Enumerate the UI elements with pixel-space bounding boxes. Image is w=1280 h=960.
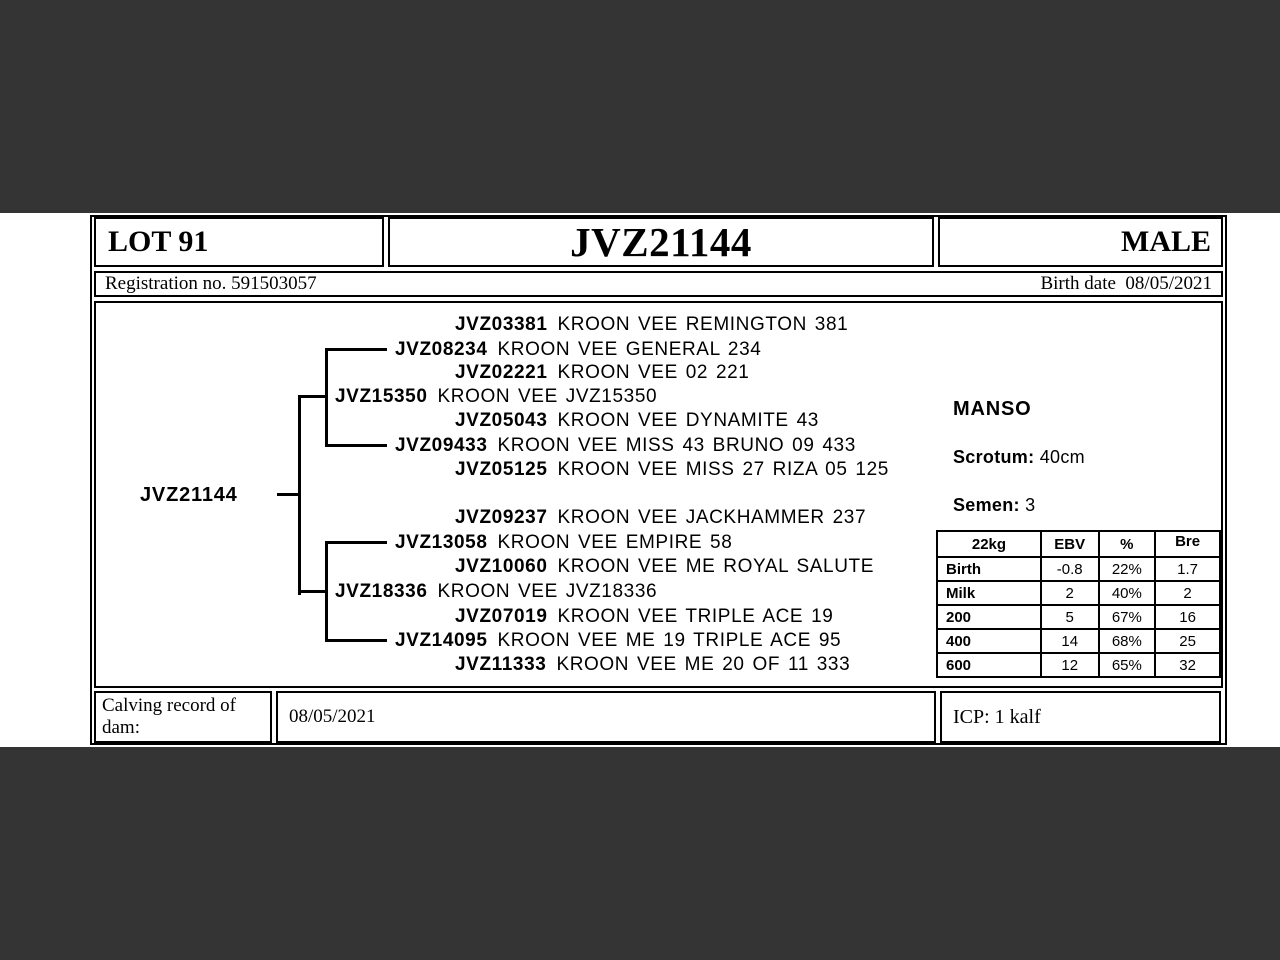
ebv-row-label: 600: [937, 653, 1041, 677]
ancestor-id: JVZ05125: [455, 459, 548, 480]
calving-record-date: 08/05/2021: [276, 691, 936, 743]
ancestor-name: KROON VEE JACKHAMMER 237: [557, 507, 867, 528]
ebv-accuracy: 22%: [1099, 557, 1156, 581]
ancestor-id: JVZ02221: [455, 362, 548, 383]
ebv-row-label: Milk: [937, 581, 1041, 605]
ebv-row: [937, 581, 1220, 605]
ancestor-id: JVZ09237: [455, 507, 548, 528]
ancestor-name: KROON VEE EMPIRE 58: [497, 532, 733, 553]
ebv-value: 14: [1041, 629, 1099, 653]
semen-label: Semen:: [953, 495, 1020, 515]
ancestor-id: JVZ03381: [455, 314, 548, 335]
ancestor-name: KROON VEE JVZ18336: [437, 581, 658, 602]
ancestor-id: JVZ05043: [455, 410, 548, 431]
birth-date: Birth date 08/05/2021: [1040, 273, 1212, 294]
ebv-header-cell: Bre: [1155, 531, 1220, 557]
ancestor-row: [455, 409, 819, 433]
top-dark-band: [0, 0, 1280, 213]
ebv-header-cell: 22kg: [937, 531, 1041, 557]
ancestor-name: KROON VEE MISS 27 RIZA 05 125: [557, 459, 889, 480]
ancestor-row: [335, 385, 657, 409]
catalog-card: [90, 215, 1227, 745]
ancestor-id: JVZ10060: [455, 556, 548, 577]
ancestor-row: [455, 653, 850, 677]
scrotum-label: Scrotum:: [953, 447, 1035, 467]
ancestor-id: JVZ18336: [335, 581, 428, 602]
bottom-dark-band: [0, 747, 1280, 960]
ancestor-id: JVZ15350: [335, 386, 428, 407]
animal-id-title: JVZ21144: [388, 217, 934, 267]
ebv-row: [937, 653, 1220, 677]
ebv-row: [937, 605, 1220, 629]
ancestor-id: JVZ13058: [395, 532, 488, 553]
tree-line: [325, 444, 387, 447]
ebv-row-label: 400: [937, 629, 1041, 653]
breed-name: MANSO: [953, 398, 1032, 420]
ebv-header-cell: %: [1099, 531, 1156, 557]
ebv-row: [937, 629, 1220, 653]
registration-number: Registration no. 591503057: [105, 273, 317, 294]
ancestor-row: [455, 605, 833, 629]
scrotum-line: [953, 444, 1085, 470]
pedigree-subject: JVZ21144: [140, 484, 238, 506]
ebv-accuracy: 65%: [1099, 653, 1156, 677]
ebv-value: 5: [1041, 605, 1099, 629]
ancestor-name: KROON VEE ME 20 OF 11 333: [556, 654, 851, 675]
ancestor-name: KROON VEE TRIPLE ACE 19: [557, 606, 834, 627]
ebv-breed-avg: 1.7: [1155, 557, 1220, 581]
tree-line: [325, 541, 328, 642]
ebv-header-row: [937, 531, 1220, 557]
ebv-breed-avg: 2: [1155, 581, 1220, 605]
ebv-header-cell: EBV: [1041, 531, 1099, 557]
tree-line: [277, 493, 298, 496]
ebv-breed-avg: 25: [1155, 629, 1220, 653]
tree-line: [298, 395, 328, 398]
ancestor-name: KROON VEE MISS 43 BRUNO 09 433: [497, 435, 856, 456]
ancestor-name: KROON VEE JVZ15350: [437, 386, 658, 407]
ancestor-row: [395, 629, 841, 653]
tree-line: [325, 348, 328, 447]
ancestor-name: KROON VEE REMINGTON 381: [557, 314, 849, 335]
ebv-value: -0.8: [1041, 557, 1099, 581]
ancestor-row: [395, 338, 761, 362]
tree-line: [325, 348, 387, 351]
icp-value: ICP: 1 kalf: [940, 691, 1221, 743]
ebv-breed-avg: 16: [1155, 605, 1220, 629]
ancestor-id: JVZ11333: [455, 654, 547, 675]
ancestor-name: KROON VEE DYNAMITE 43: [557, 410, 819, 431]
ancestor-id: JVZ07019: [455, 606, 548, 627]
ancestor-id: JVZ09433: [395, 435, 488, 456]
ebv-value: 2: [1041, 581, 1099, 605]
ancestor-row: [455, 361, 749, 385]
ebv-accuracy: 67%: [1099, 605, 1156, 629]
ebv-value: 12: [1041, 653, 1099, 677]
ancestor-name: KROON VEE ME ROYAL SALUTE: [557, 556, 875, 577]
ancestor-name: KROON VEE GENERAL 234: [497, 339, 762, 360]
pedigree-panel: [94, 301, 1223, 688]
tree-line: [298, 395, 301, 595]
ancestor-row: [335, 580, 657, 604]
tree-line: [325, 639, 387, 642]
tree-line: [325, 541, 387, 544]
ancestor-row: [455, 313, 848, 337]
ebv-row-label: Birth: [937, 557, 1041, 581]
ancestor-row: [455, 458, 889, 482]
sex-label: MALE: [938, 217, 1223, 267]
ebv-accuracy: 40%: [1099, 581, 1156, 605]
ebv-breed-avg: 32: [1155, 653, 1220, 677]
ancestor-row: [395, 531, 732, 555]
ebv-table: [936, 530, 1221, 678]
ancestor-name: KROON VEE ME 19 TRIPLE ACE 95: [497, 630, 842, 651]
tree-line: [298, 590, 328, 593]
ebv-row: [937, 557, 1220, 581]
scrotum-value: 40cm: [1039, 447, 1085, 467]
ebv-table-wrap: [936, 530, 1221, 680]
ebv-row-label: 200: [937, 605, 1041, 629]
semen-value: 3: [1025, 495, 1036, 515]
registration-row: [94, 271, 1223, 297]
calving-record-label: Calving record of dam:: [94, 691, 272, 743]
ancestor-row: [455, 555, 874, 579]
ebv-accuracy: 68%: [1099, 629, 1156, 653]
ancestor-row: [455, 506, 866, 530]
semen-line: [953, 492, 1035, 518]
ancestor-row: [395, 434, 856, 458]
ancestor-id: JVZ14095: [395, 630, 488, 651]
ancestor-id: JVZ08234: [395, 339, 488, 360]
ancestor-name: KROON VEE 02 221: [557, 362, 750, 383]
lot-number: LOT 91: [94, 217, 384, 267]
